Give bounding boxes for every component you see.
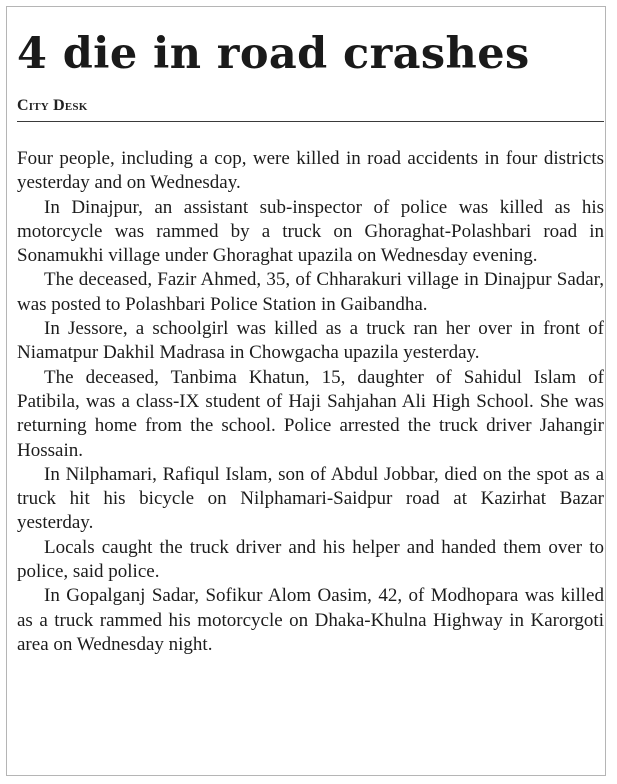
headline: 4 die in road crashes [17,29,530,79]
paragraph: In Gopalganj Sadar, Sofikur Alom Oasim, 42, of Modhopara was killed as a truck rammed his motorcycle on Dhaka-Khulna Highway in Karorgoti area on Wednesday night. [17,585,604,655]
byline: City Desk [17,97,88,114]
article-body [17,147,604,657]
paragraph: In Nilphamari, Rafiqul Islam, son of Abdul Jobbar, died on the spot as a truck hit his bicycle on Nilphamari-Saidpur road at Kazirhat Bazar yesterday. [17,463,604,534]
news-clipping [6,6,606,776]
paragraph: Locals caught the truck driver and his helper and handed them over to police, said police. [17,536,604,583]
paragraph: The deceased, Fazir Ahmed, 35, of Chharakuri village in Dinajpur Sadar, was posted to Polashbari Police Station in Gaibandha. [17,269,604,315]
paragraph: Four people, including a cop, were killed in road accidents in four districts yesterday and on Wednesday. [17,148,604,194]
paragraph: The deceased, Tanbima Khatun, 15, daughter of Sahidul Islam of Patibila, was a class-IX student of Haji Sahjahan Ali High School. She was returning home from the school. Police arrested the truck driver Jahangir Hossain. [17,366,604,461]
paragraph: In Jessore, a schoolgirl was killed as a truck ran her over in front of Niamatpur Dakhil Madrasa in Chowgacha upazila yesterday. [17,318,604,364]
paragraph: In Dinajpur, an assistant sub-inspector of police was killed as his motorcycle was rammed by a truck on Ghoraghat-Polashbari road in Sonamukhi village under Ghoraghat upazila on Wednesday evening. [17,196,604,267]
byline-divider [17,121,604,122]
